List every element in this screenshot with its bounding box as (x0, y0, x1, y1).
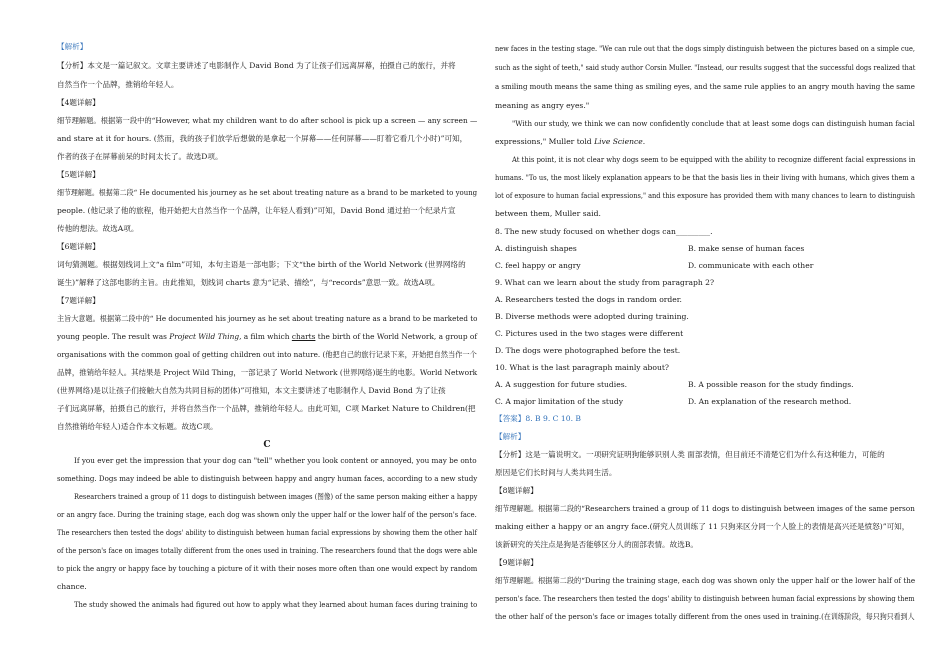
analysis-heading: 【解析】 (57, 42, 88, 51)
text-line: meaning as angry eyes." (495, 101, 590, 110)
text-line: to pick the angry or happy face by touching a picture of it with their noses more often than one would expect by random (57, 564, 478, 573)
text-line: 自然推销给年轻人)适合作本文标题。故选C项。 (57, 422, 218, 431)
text-line: making either a happy or an angry face.(研究人员训练了 11 只狗来区分同一个人脸上的表情是高兴还是愤怒)”可知， (495, 522, 910, 531)
text-line: people. (他记录了他的旅程，他开始把大自然当作一个品牌，让年轻人看到)”可知，David Bond 通过拍一个纪录片宣 (57, 206, 456, 215)
text-line: 细节理解题。根据第一段中的“However, what my children want to do after school is pick up a screen — any screen — (57, 116, 478, 125)
text-line: humans. "To us, the most likely explanation appears to be that the basis lies in their living with humans, which gives them a (495, 173, 915, 182)
text-line: 自然当作一个品牌，推销给年轻人。 (57, 80, 179, 89)
text-line: 词句猜测题。根据划线词上文“a film”可知，本句主语是一部电影；下文“the birth of the World Network (世界网络的 (57, 260, 466, 269)
q8-heading: 【8题详解】 (495, 486, 538, 495)
text-line: 【分析】本文是一篇记叙文。文章主要讲述了电影制作人 David Bond 为了让孩子们远离屏幕，拍摄自己的旅行，并将 (57, 61, 456, 70)
question-8: 8. The new study focused on whether dogs can_________. (495, 227, 713, 236)
film-title: Project Wild Thing (169, 332, 240, 341)
text-line: 主旨大意题。根据第二段中的“ He documented his journey as he set about treating nature as a brand to be marketed to (57, 314, 478, 323)
q4-heading: 【4题详解】 (57, 98, 100, 107)
q5-heading: 【5题详解】 (57, 170, 100, 179)
option-10d: D. An explanation of the research method. (688, 397, 852, 406)
q7-heading: 【7题详解】 (57, 296, 100, 305)
text-line: 作者的孩子在屏幕前呆的时间太长了。故选D项。 (57, 152, 223, 161)
option-9c: C. Pictures used in the two stages were different (495, 329, 684, 338)
question-9: 9. What can we learn about the study from paragraph 2? (495, 278, 715, 287)
option-10a: A. A suggestion for future studies. (495, 380, 628, 389)
text-line: 品牌，推销给年轻人。其结果是 Project Wild Thing，一部记录了 World Network (世界网络)诞生的电影。World Network (57, 368, 478, 377)
q9-heading: 【9题详解】 (495, 558, 538, 567)
text-line: organisations with the common goal of getting children out into nature. (他把自己的旅行记录下来，开始把自然当作一个 (57, 350, 477, 359)
text-line: lot of exposure to human facial expressions," and this exposure has provided them with many chances to learn to distinguish (495, 191, 916, 200)
q6-heading: 【6题详解】 (57, 242, 100, 251)
text-line: The researchers then tested the dogs' ability to distinguish between human facial expressions by showing them the other half (57, 528, 477, 537)
option-9a: A. Researchers tested the dogs in random order. (495, 295, 682, 304)
text-run: the birth of the World Network, a group of (315, 332, 478, 341)
option-8a: A. distinguish shapes (495, 244, 577, 253)
text-line: such as the sight of teeth," said study author Corsin Muller. "Instead, our results suggest that the successful dogs realized that (495, 63, 916, 72)
text-line: new faces in the testing stage. "We can rule out that the dogs simply distinguish between the pictures based on a simple cue, (495, 44, 915, 53)
analysis-heading: 【解析】 (495, 432, 526, 441)
text-line (495, 137, 645, 147)
text-line: person's face. The researchers then tested the dogs' ability to distinguish between human facial expressions by showing them (495, 594, 915, 603)
text-line: of the person's face on images totally different from the ones used in training. The researchers found that the dogs were able (57, 546, 478, 555)
text-run: . (642, 137, 646, 146)
text-line: 细节理解题。根据第二段的“During the training stage, each dog was shown only the upper half or the lower half of the (495, 576, 916, 585)
answer-line: 【答案】8. B 9. C 10. B (495, 414, 581, 423)
text-run: expressions," Muller told (495, 137, 595, 146)
section-title: C (263, 440, 271, 450)
option-8c: C. feel happy or angry (495, 261, 581, 270)
text-line: chance. (57, 582, 87, 591)
text-line (57, 332, 477, 342)
option-9b: B. Diverse methods were adopted during training. (495, 312, 689, 321)
text-run: young people. The result was (57, 332, 170, 341)
text-line: 原因是它们长时间与人类共同生活。 (495, 468, 617, 477)
text-line: "With our study, we think we can now confidently conclude that at least some dogs can distinguish human facial (512, 119, 915, 128)
option-8b: B. make sense of human faces (688, 244, 805, 253)
text-line: 细节理解题。根据第二段的“Researchers trained a group of 11 dogs to distinguish between images of the same person (495, 504, 915, 513)
text-line: 【分析】这是一篇说明文。一项研究证明狗能够识别人类 面部表情，但目前还不清楚它们为什么有这种能力，可能的 (495, 450, 885, 459)
text-line: the other half of the person's face or images totally different from the ones used in training.(在训练阶段，每只狗只看到人 (495, 612, 915, 621)
text-line: between them, Muller said. (495, 209, 601, 218)
option-10b: B. A possible reason for the study findings. (688, 380, 854, 389)
text-line: and stare at it for hours. (然而，我的孩子们放学后想做的是拿起一个屏幕——任何屏幕——盯着它看几个小时)”可知， (57, 134, 468, 143)
text-line: or an angry face. During the training stage, each dog was shown only the upper half or the lower half of the person's face. (57, 510, 477, 519)
text-run: , a film which (239, 332, 292, 341)
text-line: 传他的想法。故选A项。 (57, 224, 139, 233)
text-line: 该新研究的关注点是狗是否能够区分人的面部表情。故选B。 (495, 540, 699, 549)
text-line: 诞生)”解释了这部电影的主旨。由此推知，划线词 charts 意为“记录、描绘”，与“records”意思一致。故选A项。 (57, 278, 440, 287)
underlined-word: charts (291, 332, 316, 341)
text-line: The study showed the animals had figured out how to apply what they learned about human faces during training to (74, 600, 478, 609)
text-line: something. Dogs may indeed be able to distinguish between happy and angry human faces, according to a new study (57, 474, 478, 483)
text-line: Researchers trained a group of 11 dogs to distinguish between images (图像) of the same person making either a happy (74, 492, 478, 501)
option-8d: D. communicate with each other (688, 261, 814, 270)
publication-title: Live Science (594, 137, 643, 146)
text-line: At this point, it is not clear why dogs seem to be equipped with the ability to recognize different facial expressions in (512, 155, 916, 164)
option-10c: C. A major limitation of the study (495, 397, 624, 406)
text-line: 子们远离屏幕，拍摄自己的旅行，并将自然当作一个品牌，推销给年轻人。由此可知，C项 Market Nature to Children(把 (57, 404, 476, 413)
question-10: 10. What is the last paragraph mainly about? (495, 363, 669, 372)
text-line: If you ever get the impression that your dog can "tell" whether you look content or annoyed, you may be onto (74, 456, 477, 465)
text-line: 细节理解题。根据第二段“ He documented his journey as he set about treating nature as a brand to be marketed to young (57, 188, 478, 197)
option-9d: D. The dogs were photographed before the test. (495, 346, 681, 355)
text-line: a smiling mouth means the same thing as smiling eyes, and the same rule applies to an angry mouth having the same (495, 82, 915, 91)
text-line: (世界网络)是以让孩子们接触大自然为共同目标的团体)”可推知，本文主要讲述了电影制作人 David Bond 为了让孩 (57, 386, 446, 395)
